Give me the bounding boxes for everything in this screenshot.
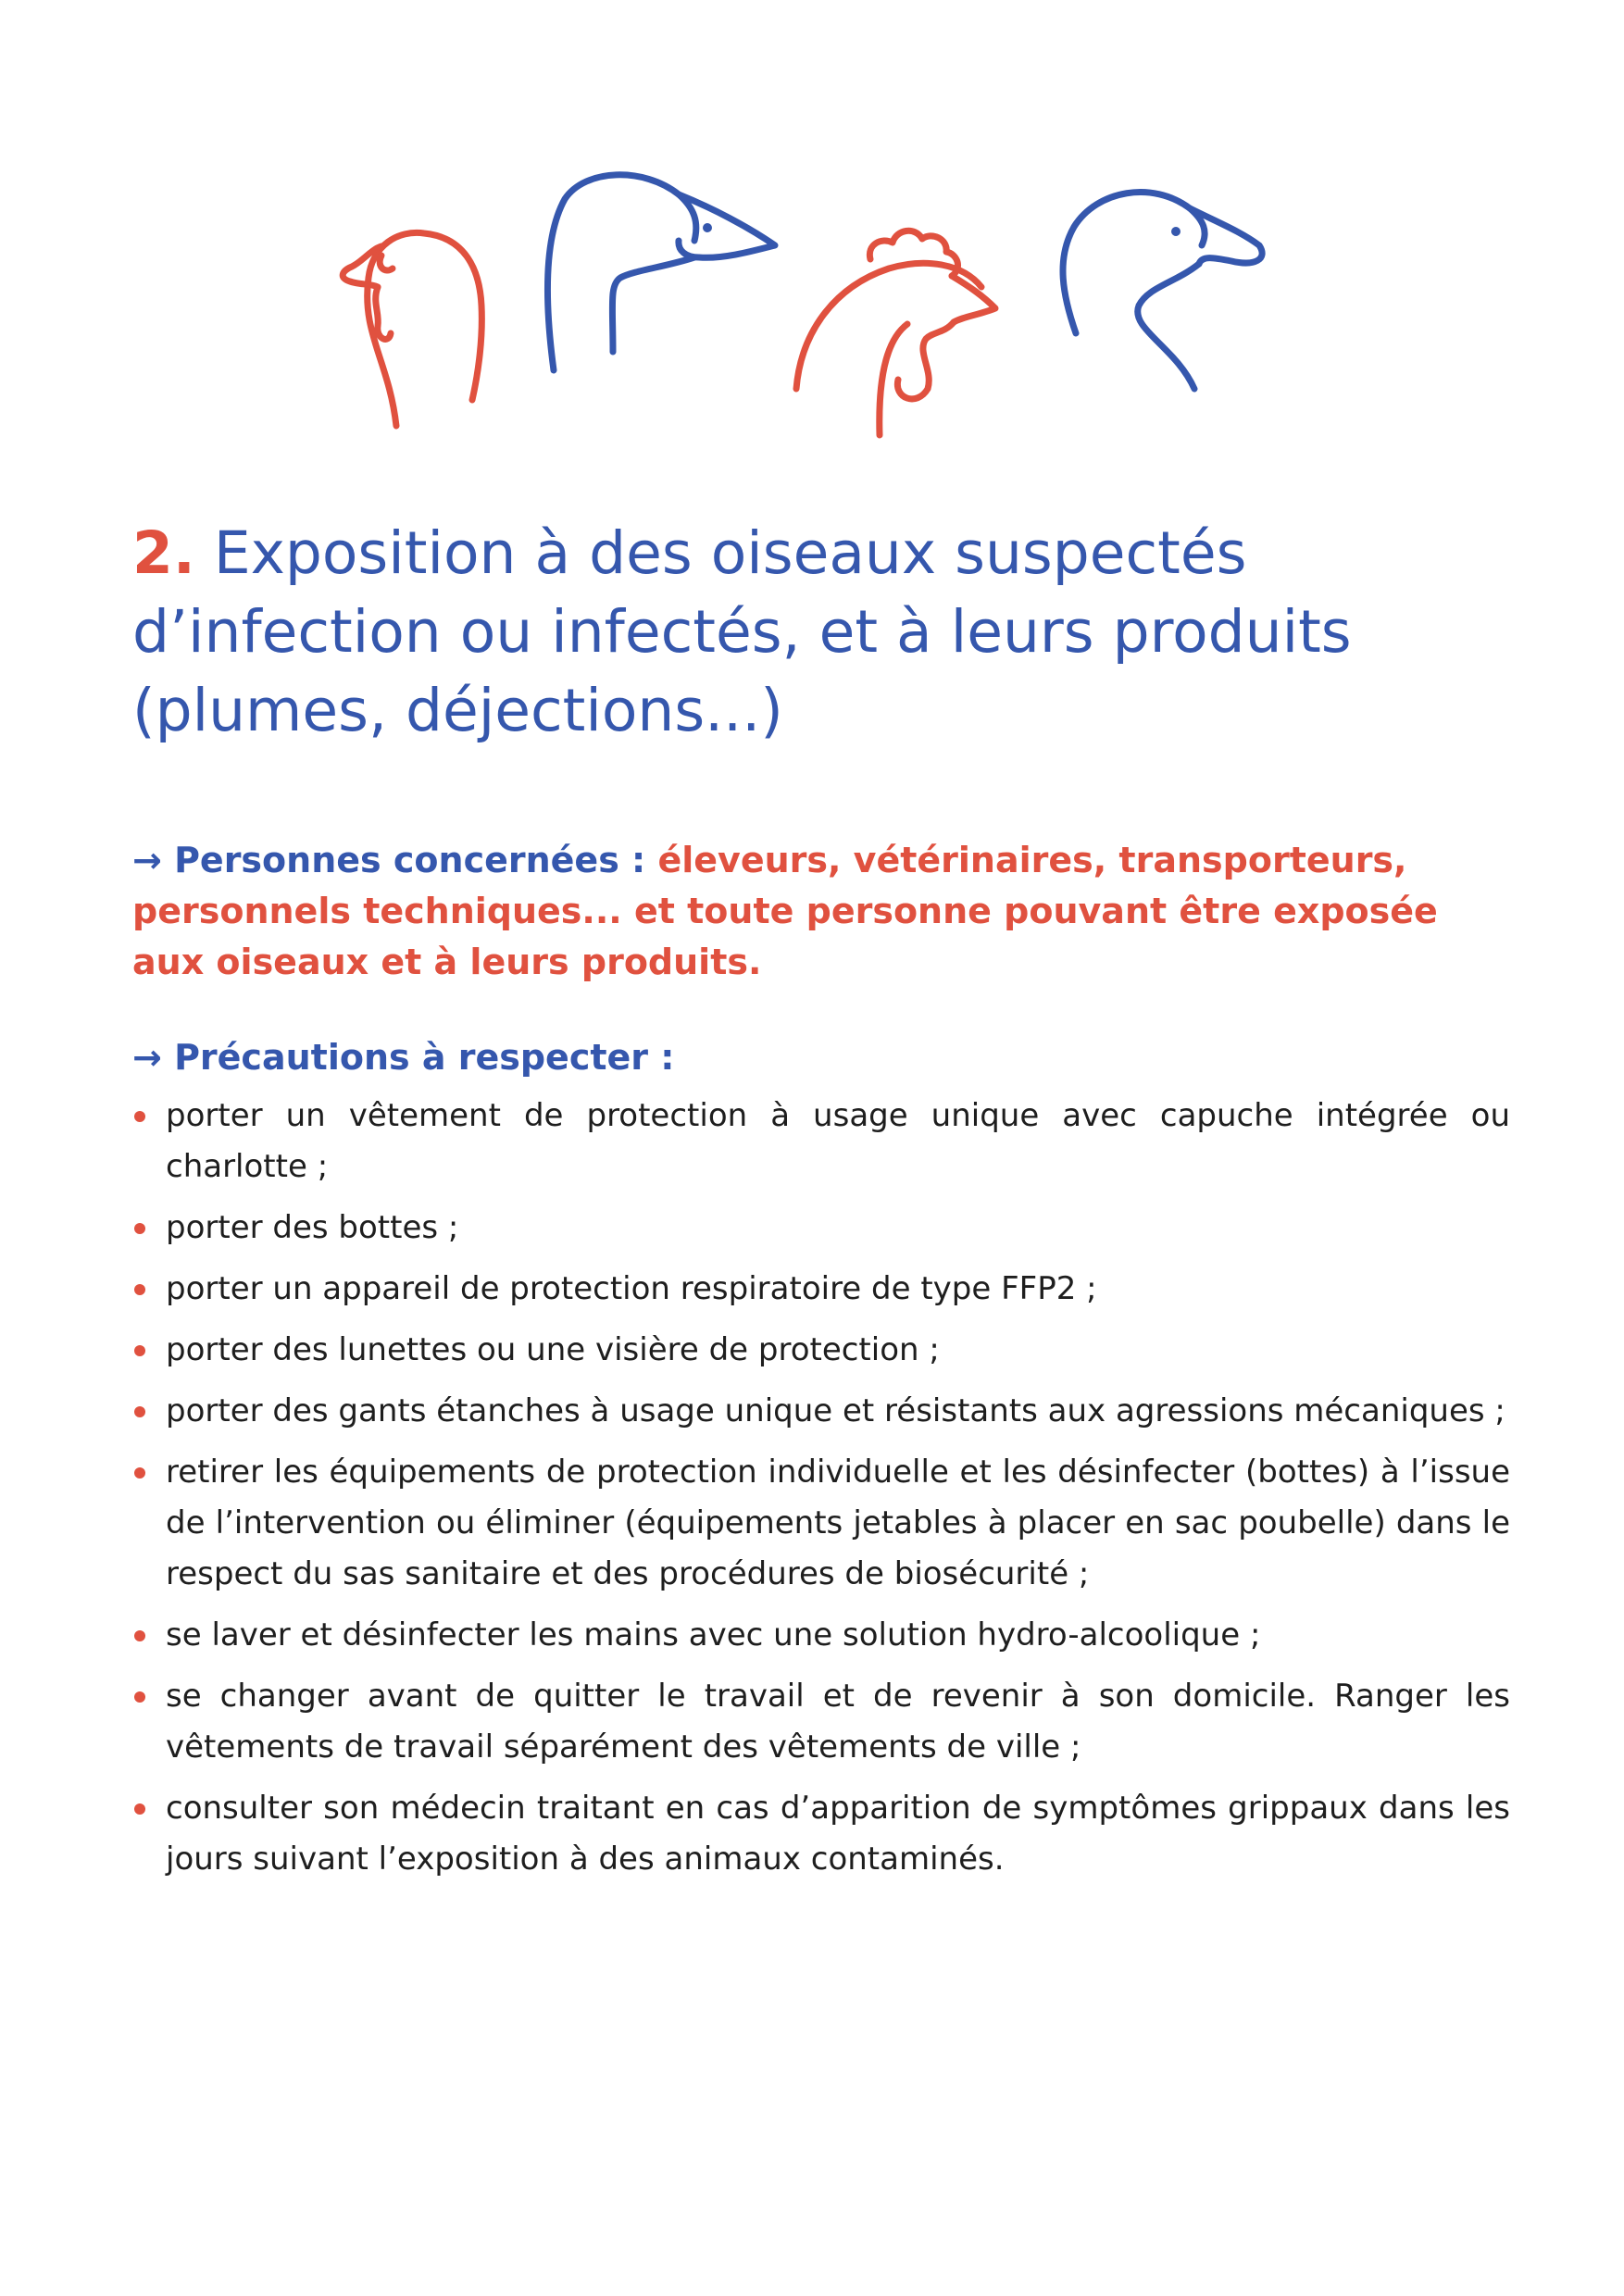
- rooster-icon: [796, 231, 995, 435]
- list-item-text: consulter son médecin traitant en cas d’apparition de symptômes grippaux dans les jours suivant l’exposition à des animaux contaminés.: [166, 1790, 1510, 1878]
- list-item: [132, 1386, 1510, 1437]
- section-title: [132, 514, 1521, 750]
- list-item-text: retirer les équipements de protection individuelle et les désinfecter (bottes) à l’issue de l’intervention ou éliminer (équipements jetables à placer en sac poubelle) dans le respect du sas sanitaire et des procédures de biosécurité ;: [166, 1454, 1510, 1592]
- list-item-text: porter un appareil de protection respiratoire de type FFP2 ;: [166, 1270, 1097, 1307]
- list-item: [132, 1610, 1510, 1661]
- bullet-icon: [134, 1345, 145, 1356]
- bullet-icon: [134, 1223, 145, 1234]
- bullet-icon: [134, 1467, 145, 1479]
- list-item: [132, 1203, 1510, 1254]
- goose-icon: [547, 175, 775, 370]
- list-item: [132, 1325, 1510, 1376]
- turkey-icon: [343, 232, 481, 426]
- list-item-text: se laver et désinfecter les mains avec une solution hydro-alcoolique ;: [166, 1616, 1261, 1653]
- bullet-icon: [134, 1803, 145, 1815]
- section-title-text: Exposition à des oiseaux suspectés d’infection ou infectés, et à leurs produits (plumes, déjections...): [132, 519, 1352, 744]
- concerned-people: [132, 835, 1521, 988]
- duck-icon: [1063, 193, 1262, 389]
- list-item-text: porter un vêtement de protection à usage unique avec capuche intégrée ou charlotte ;: [166, 1097, 1510, 1185]
- concerned-label: → Personnes concernées :: [132, 840, 646, 880]
- list-item-text: porter des gants étanches à usage unique et résistants aux agressions mécaniques ;: [166, 1392, 1505, 1429]
- section-number: 2.: [132, 519, 195, 587]
- bullet-icon: [134, 1111, 145, 1122]
- list-item-text: porter des lunettes ou une visière de protection ;: [166, 1331, 940, 1368]
- list-item: [132, 1091, 1510, 1192]
- bullet-icon: [134, 1691, 145, 1703]
- precautions-heading: → Précautions à respecter :: [132, 1037, 675, 1078]
- list-item-text: se changer avant de quitter le travail et de revenir à son domicile. Ranger les vêtements de travail séparément des vêtements de ville ;: [166, 1678, 1510, 1766]
- bullet-icon: [134, 1284, 145, 1295]
- list-item-text: porter des bottes ;: [166, 1209, 459, 1246]
- bullet-icon: [134, 1406, 145, 1417]
- list-item: [132, 1783, 1510, 1885]
- precautions-list: [132, 1091, 1510, 1895]
- list-item: [132, 1447, 1510, 1600]
- bullet-icon: [134, 1630, 145, 1641]
- list-item: [132, 1264, 1510, 1315]
- list-item: [132, 1671, 1510, 1773]
- birds-illustration: [315, 157, 1315, 491]
- concerned-text: éleveurs, vétérinaires, transporteurs, personnels techniques... et toute personne pouvant être exposée aux oiseaux et à leurs produits.: [132, 840, 1438, 982]
